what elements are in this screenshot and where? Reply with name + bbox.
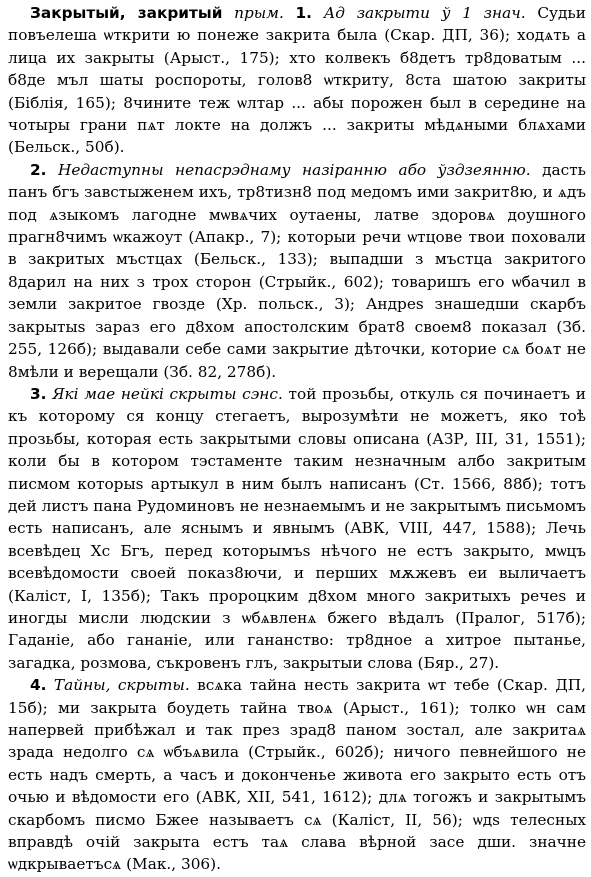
part-of-speech: прым.	[234, 4, 284, 22]
sense-2-number: 2.	[30, 160, 47, 179]
sense-4-gloss: Тайны, скрыты.	[53, 676, 190, 695]
sense-4-paragraph	[8, 674, 586, 876]
sense-4-number: 4.	[30, 676, 47, 695]
headword: Закрытый, закритый	[30, 4, 223, 22]
sense-2-text: дасть панъ бгъ завстыженем ихъ, тр8тизн8 под медомъ ими закрит8ю, и ѧдъ под ѧзыкомъ лагодне мѡвѧчих оутаены, латве здоровѧ доушного прагн8чимъ ѡкажоут (Апакр., 7); которыи речи ѡтцове твои поховали в закритых мъстцах (Бельск., 133); выпадши з мъстца закритого 8дарил на них з трох сторон (Стрыйк., 602); товаришъ его ѡбачил в земли закритое гвозде (Хр. польск., 3); Андреs знашедши скарбъ закрытыs зараз его д8хом апостолским брат8 своем8 показал (Зб. 255, 126б); выдавали себе сами закрытие дѣточки, которие сѧ боѧт не 8мѣли и верещали (Зб. 82, 278б).	[8, 160, 586, 381]
sense-3-number: 3.	[30, 384, 47, 403]
sense-2-gloss: Недаступны непасрэднаму назіранню або ўздзеянню.	[57, 160, 531, 179]
sense-2-paragraph	[8, 159, 586, 383]
sense-3-text: той прозьбы, откуль ся починаетъ и къ которому ся концу стегаетъ, вырозумѣти не можетъ, яко тоѣ прозьбы, которая есть закрытыми словы описана (АЗР, III, 31, 1551); коли бы в котором тэстаменте таким незначным албо закритым писмом которыs артыкул в ним былъ написанъ (Ст. 1566, 88б); тотъ дей листъ пана Рудоминовъ не незнаемымъ и не закрытымъ письмомъ есть написанъ, але яснымъ и явнымъ (АВК, VIII, 447, 1588); Лечь всевѣдец Хс Бгъ, перед которымъs нѣчого не естъ закрыто, мѡцъ всевѣдомости своей показ8ючи, и перших мѫжевъ еи выличаетъ (Каліст, I, 135б); Такъ пророцким д8хом много закритыхъ речеs и иногды мисли людскии з ѡбѧвленѧ бжего вѣдалъ (Пралог, 517б); Гаданіе, або гананіе, или гананство: тр8дное а хитрое пытанье, загадка, розмова, съкровенъ глъ, закрытыи слова (Бяр., 27).	[8, 384, 587, 672]
dictionary-entry	[8, 2, 586, 876]
sense-1-number: 1.	[295, 4, 312, 22]
sense-1-gloss: Ад закрыти ў 1 знач.	[323, 4, 526, 22]
sense-3-paragraph	[8, 383, 586, 674]
sense-1-text: Судьи повъелеша ѡткрити ю понеже закрита была (Скар. ДП, 36); ходѧть а лица их закрыты (Арыст., 175); хто колвекъ б8детъ тр8доватым ... б8де мъл шаты роспороты, голов8 ѡткриту, 8ста шатою закриты (Біблія, 165); 8чините теж ѡлтар ... абы порожен был в середине на чотыры грани пѧт локте на должъ ... закриты мѣдѧными блѧхами (Бельск., 50б).	[8, 4, 586, 157]
sense-3-gloss: Які мае нейкі скрыты сэнс.	[52, 384, 283, 403]
sense-4-text: всѧка тайна несть закрита ѡт тебе (Скар. ДП, 15б); ми закрыта боудеть тайна твоѧ (Арыст., 161); толко ѡн сам напервей прибѣжал и так през зрад8 паном зостал, але закритаѧ зрада недолго сѧ ѡбъѧвила (Стрыйк., 602б); ничого певнейшого не есть надъ смерть, а часъ и доконченье живота его закрыто есть отъ очью и вѣдомости его (АВК, XII, 541, 1612); длѧ тогожъ и закрытымъ скарбомъ писмо Бжее называетъ сѧ (Каліст, II, 56); ѡдs телесных вправдѣ очій закрыта естъ таѧ слава вѣрной засе дши. значне ѡдкрываетъсѧ (Мак., 306).	[8, 676, 586, 874]
sense-1-paragraph	[8, 2, 586, 159]
